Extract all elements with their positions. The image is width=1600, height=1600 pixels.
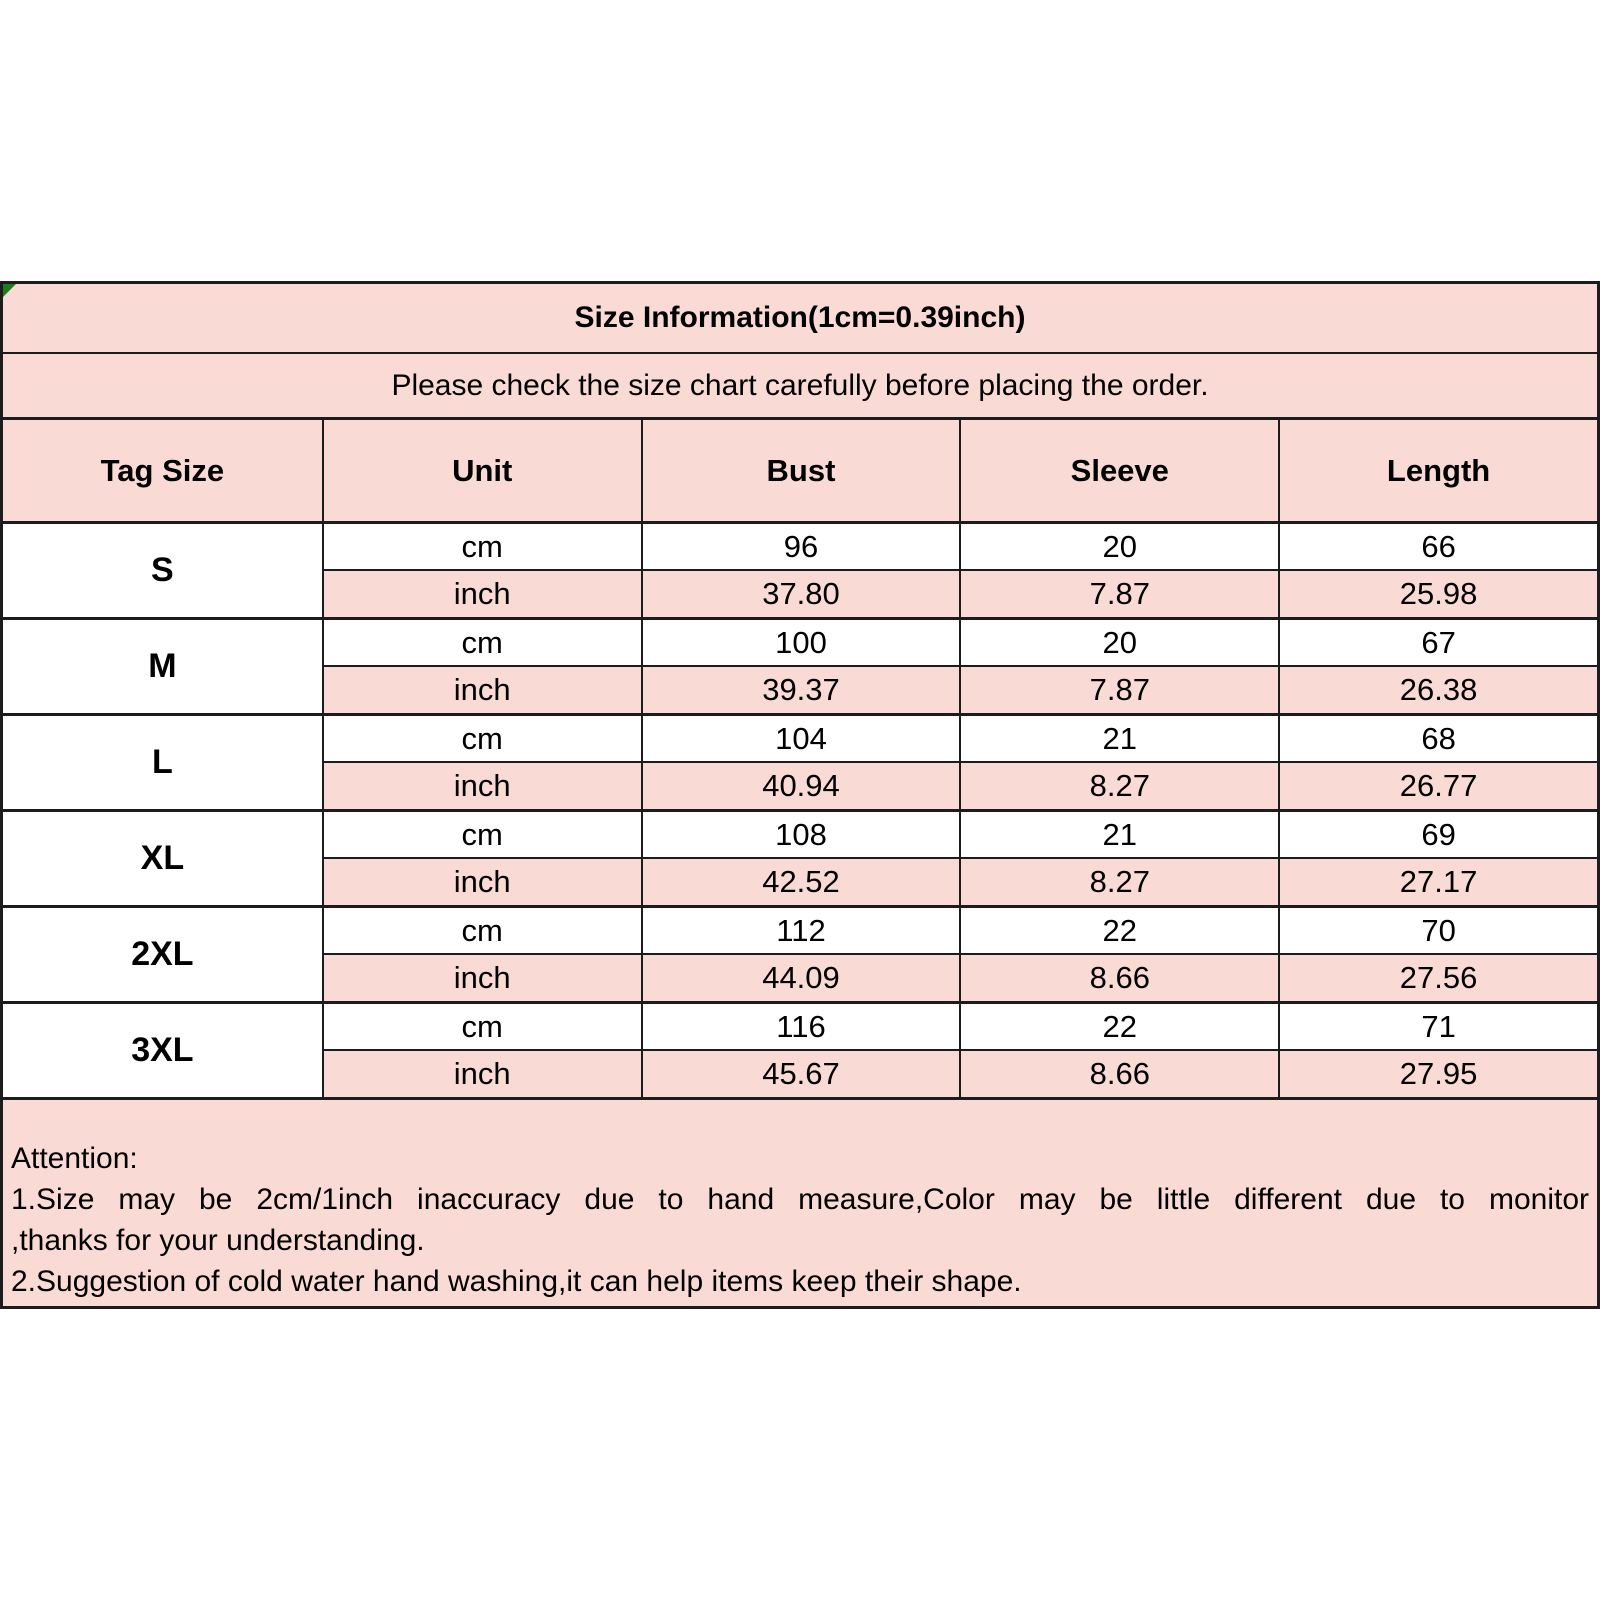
value-cell-bust: 108 bbox=[641, 812, 960, 857]
cm-row bbox=[322, 812, 1597, 857]
value-cell-bust: 39.37 bbox=[641, 667, 960, 713]
tag-size-cell: 2XL bbox=[3, 908, 322, 1001]
value-cell-length: 71 bbox=[1278, 1004, 1597, 1049]
value-cell-bust: 96 bbox=[641, 524, 960, 569]
inch-row bbox=[322, 953, 1597, 1001]
value-cell-length: 68 bbox=[1278, 716, 1597, 761]
measurement-subrows bbox=[322, 716, 1597, 809]
table-title: Size Information(1cm=0.39inch) bbox=[3, 284, 1597, 354]
cm-row bbox=[322, 716, 1597, 761]
value-cell-bust: 44.09 bbox=[641, 955, 960, 1001]
attention-line-3: 2.Suggestion of cold water hand washing,it can help items keep their shape. bbox=[11, 1265, 1022, 1298]
inch-row bbox=[322, 1049, 1597, 1097]
value-cell-sleeve: 20 bbox=[959, 620, 1278, 665]
size-row-2xl bbox=[3, 905, 1597, 1001]
size-row-xl bbox=[3, 809, 1597, 905]
attention-line-2: ,thanks for your understanding. bbox=[11, 1224, 425, 1257]
value-cell-bust: 104 bbox=[641, 716, 960, 761]
column-header-sleeve: Sleeve bbox=[959, 420, 1278, 521]
value-cell-sleeve: 8.27 bbox=[959, 859, 1278, 905]
unit-cell: inch bbox=[322, 1051, 641, 1097]
attention-heading: Attention: bbox=[11, 1142, 138, 1175]
value-cell-sleeve: 22 bbox=[959, 1004, 1278, 1049]
value-cell-sleeve: 20 bbox=[959, 524, 1278, 569]
value-cell-bust: 45.67 bbox=[641, 1051, 960, 1097]
value-cell-sleeve: 7.87 bbox=[959, 667, 1278, 713]
inch-row bbox=[322, 857, 1597, 905]
value-cell-bust: 42.52 bbox=[641, 859, 960, 905]
table-header-row bbox=[3, 420, 1597, 521]
unit-cell: cm bbox=[322, 716, 641, 761]
column-header-length: Length bbox=[1278, 420, 1597, 521]
table-body bbox=[3, 521, 1597, 1097]
column-header-tag-size: Tag Size bbox=[100, 452, 225, 488]
size-row-3xl bbox=[3, 1001, 1597, 1097]
unit-cell: inch bbox=[322, 859, 641, 905]
inch-row bbox=[322, 761, 1597, 809]
size-row-m bbox=[3, 617, 1597, 713]
unit-cell: cm bbox=[322, 620, 641, 665]
unit-cell: cm bbox=[322, 812, 641, 857]
attention-section bbox=[3, 1097, 1597, 1306]
inch-row bbox=[322, 665, 1597, 713]
value-cell-length: 27.56 bbox=[1278, 955, 1597, 1001]
value-cell-bust: 100 bbox=[641, 620, 960, 665]
tag-size-cell: S bbox=[3, 524, 322, 617]
column-header-bust: Bust bbox=[641, 420, 960, 521]
value-cell-sleeve: 22 bbox=[959, 908, 1278, 953]
value-cell-sleeve: 7.87 bbox=[959, 571, 1278, 617]
value-cell-length: 67 bbox=[1278, 620, 1597, 665]
size-chart-table bbox=[0, 281, 1600, 1309]
value-cell-sleeve: 8.66 bbox=[959, 955, 1278, 1001]
value-cell-sleeve: 8.27 bbox=[959, 763, 1278, 809]
value-cell-length: 69 bbox=[1278, 812, 1597, 857]
unit-cell: cm bbox=[322, 908, 641, 953]
cm-row bbox=[322, 908, 1597, 953]
tag-size-cell: XL bbox=[3, 812, 322, 905]
value-cell-bust: 116 bbox=[641, 1004, 960, 1049]
size-row-l bbox=[3, 713, 1597, 809]
tag-size-cell: L bbox=[3, 716, 322, 809]
unit-cell: inch bbox=[322, 955, 641, 1001]
attention-line-1: 1.Size may be 2cm/1inch inaccuracy due to hand measure,Color may be little different due to monitor bbox=[11, 1183, 1589, 1216]
tag-size-cell: 3XL bbox=[3, 1004, 322, 1097]
unit-cell: cm bbox=[322, 1004, 641, 1049]
value-cell-length: 70 bbox=[1278, 908, 1597, 953]
size-row-s bbox=[3, 521, 1597, 617]
value-cell-length: 26.38 bbox=[1278, 667, 1597, 713]
value-cell-sleeve: 21 bbox=[959, 812, 1278, 857]
measurement-subrows bbox=[322, 524, 1597, 617]
cm-row bbox=[322, 620, 1597, 665]
value-cell-length: 25.98 bbox=[1278, 571, 1597, 617]
excel-corner-marker-icon bbox=[3, 284, 16, 297]
value-cell-length: 66 bbox=[1278, 524, 1597, 569]
measurement-subrows bbox=[322, 908, 1597, 1001]
value-cell-bust: 40.94 bbox=[641, 763, 960, 809]
column-header-unit: Unit bbox=[322, 420, 641, 521]
measurement-subrows bbox=[322, 620, 1597, 713]
value-cell-length: 27.17 bbox=[1278, 859, 1597, 905]
value-cell-length: 27.95 bbox=[1278, 1051, 1597, 1097]
tag-size-cell: M bbox=[3, 620, 322, 713]
measurement-subrows bbox=[322, 812, 1597, 905]
value-cell-sleeve: 8.66 bbox=[959, 1051, 1278, 1097]
value-cell-length: 26.77 bbox=[1278, 763, 1597, 809]
measurement-subrows bbox=[322, 1004, 1597, 1097]
cm-row bbox=[322, 1004, 1597, 1049]
value-cell-bust: 37.80 bbox=[641, 571, 960, 617]
unit-cell: inch bbox=[322, 571, 641, 617]
table-subtitle: Please check the size chart carefully before placing the order. bbox=[3, 354, 1597, 420]
unit-cell: inch bbox=[322, 763, 641, 809]
cm-row bbox=[322, 524, 1597, 569]
value-cell-bust: 112 bbox=[641, 908, 960, 953]
inch-row bbox=[322, 569, 1597, 617]
unit-cell: inch bbox=[322, 667, 641, 713]
value-cell-sleeve: 21 bbox=[959, 716, 1278, 761]
unit-cell: cm bbox=[322, 524, 641, 569]
